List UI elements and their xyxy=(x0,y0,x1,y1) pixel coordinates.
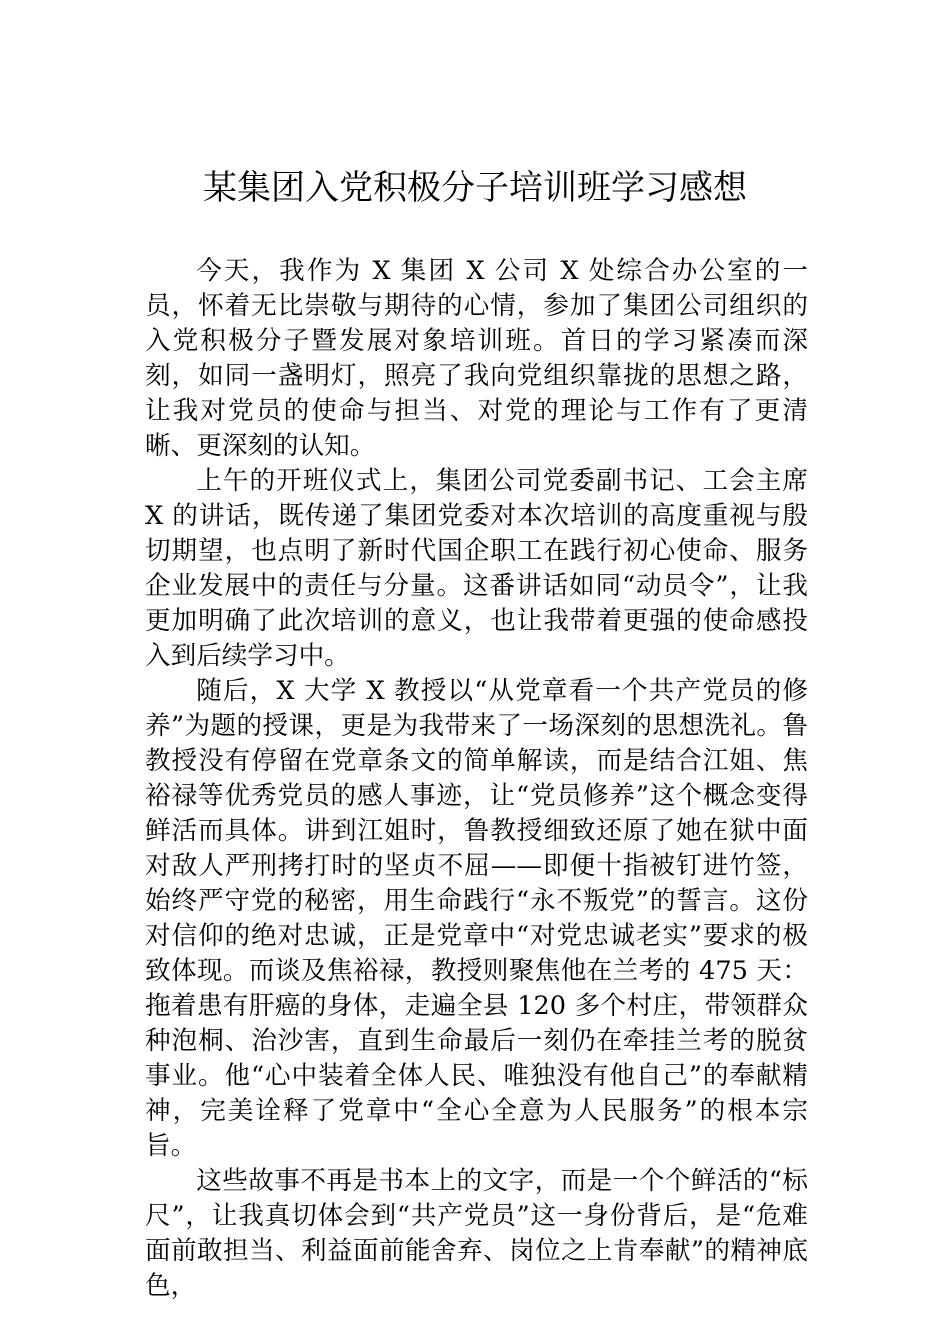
paragraph-2: 上午的开班仪式上，集团公司党委副书记、工会主席 X 的讲话，既传递了集团党委对本次培训的高度重视与殷切期望，也点明了新时代国企职工在践行初心使命、服务企业发展中的责任与分量。这番讲话如同“动员令”，让我更加明确了此次培训的意义，也让我带着更强的使命感投入到后续学习中。 xyxy=(145,466,808,671)
paragraph-1: 今天，我作为 X 集团 X 公司 X 处综合办公室的一员，怀着无比崇敬与期待的心情，参加了集团公司组织的入党积极分子暨发展对象培训班。首日的学习紧凑而深刻，如同一盏明灯，照亮了我向党组织靠拢的思想之路，让我对党员的使命与担当、对党的理论与工作有了更清晰、更深刻的认知。 xyxy=(145,256,808,461)
document-title: 某集团入党积极分子培训班学习感想 xyxy=(203,168,747,208)
paragraph-4: 这些故事不再是书本上的文字，而是一个个鲜活的“标尺”，让我真切体会到“共产党员”这一身份背后，是“危难面前敢担当、利益面前能舍弃、岗位之上肯奉献”的精神底色， xyxy=(145,1166,808,1301)
paragraph-3: 随后，X 大学 X 教授以“从党章看一个共产党员的修养”为题的授课，更是为我带来了一场深刻的思想洗礼。鲁教授没有停留在党章条文的简单解读，而是结合江姐、焦裕禄等优秀党员的感人事迹，让“党员修养”这个概念变得鲜活而具体。讲到江姐时，鲁教授细致还原了她在狱中面对敌人严刑拷打时的坚贞不屈——即便十指被钉进竹签，始终严守党的秘密，用生命践行“永不叛党”的誓言。这份对信仰的绝对忠诚，正是党章中“对党忠诚老实”要求的极致体现。而谈及焦裕禄，教授则聚焦他在兰考的 475 天：拖着患有肝癌的身体，走遍全县 120 多个村庄，带领群众种泡桐、治沙害，直到生命最后一刻仍在牵挂兰考的脱贫事业。他“心中装着全体人民、唯独没有他自己”的奉献精神，完美诠释了党章中“全心全意为人民服务”的根本宗旨。 xyxy=(145,676,808,1161)
document-body xyxy=(145,254,808,1304)
